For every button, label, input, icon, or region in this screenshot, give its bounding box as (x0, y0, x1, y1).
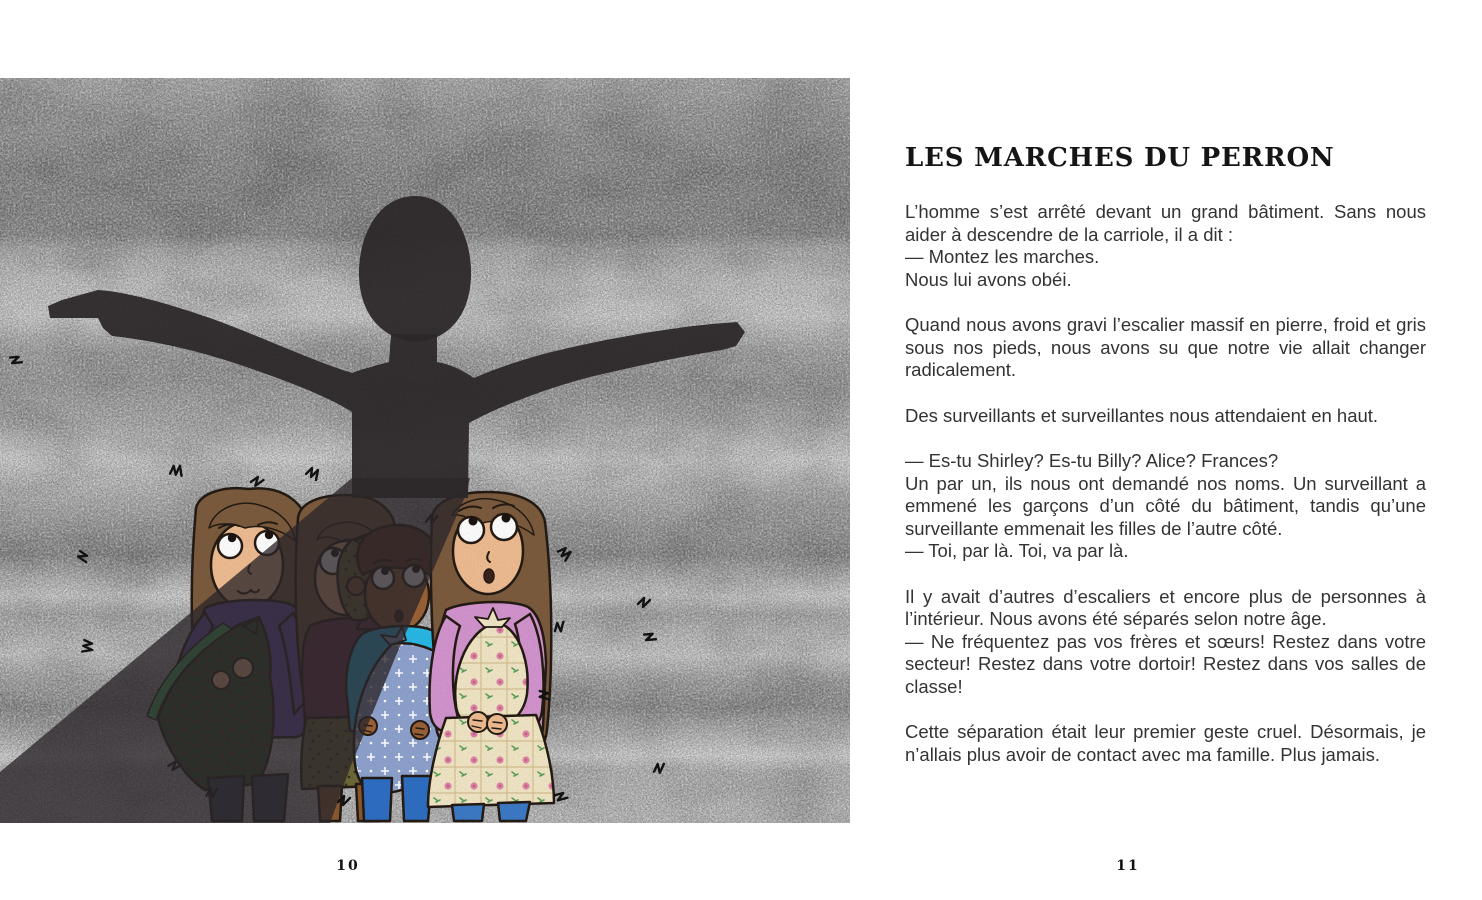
illustration (0, 78, 850, 823)
text-line: Un par un, ils nous ont demandé nos noms. Un surveillant a emmené les garçons d’un côté du bâtiment, tandis qu’une surveillante emmenait les filles de l’autre côté. (905, 472, 1426, 539)
text-line: Des surveillants et surveillantes nous attendaient en haut. (905, 404, 1379, 426)
story-paragraphs (905, 201, 1426, 766)
paragraph (905, 314, 1426, 382)
text-line: Cette séparation était leur premier geste cruel. Désormais, je n’allais plus avoir de contact avec ma famille. Plus jamais. (905, 721, 1426, 765)
right-page (905, 143, 1426, 789)
text-line: — Montez les marches. (905, 246, 1100, 267)
paragraph (905, 721, 1426, 766)
chapter-title: LES MARCHES DU PERRON (905, 143, 1335, 173)
paragraph (905, 586, 1426, 699)
text-line: — Toi, par là. Toi, va par là. (905, 540, 1129, 561)
text-line: Il y avait d’autres d’escaliers et encore plus de personnes à l’intérieur. Nous avons été séparés selon notre âge. (905, 585, 1426, 629)
paragraph (905, 405, 1426, 428)
page-number-right: 11 (1116, 858, 1140, 874)
text-line: Quand nous avons gravi l’escalier massif en pierre, froid et gris sous nos pieds, nous avons su que notre vie allait changer radicalement. (905, 314, 1426, 380)
grain-overlay (0, 78, 850, 823)
text-line: Nous lui avons obéi. (905, 268, 1072, 290)
page-number-left: 10 (336, 858, 360, 874)
text-line: — Ne fréquentez pas vos frères et sœurs! Restez dans votre secteur! Restez dans votre dortoir! Restez dans vos salles de classe! (905, 630, 1426, 697)
silhouette-illustration (0, 78, 850, 823)
paragraph (905, 201, 1426, 291)
text-line: L’homme s’est arrêté devant un grand bâtiment. Sans nous aider à descendre de la carriole, il a dit : (905, 201, 1426, 245)
text-line: — Es-tu Shirley? Es-tu Billy? Alice? Frances? (905, 450, 1279, 471)
paragraph (905, 450, 1426, 563)
